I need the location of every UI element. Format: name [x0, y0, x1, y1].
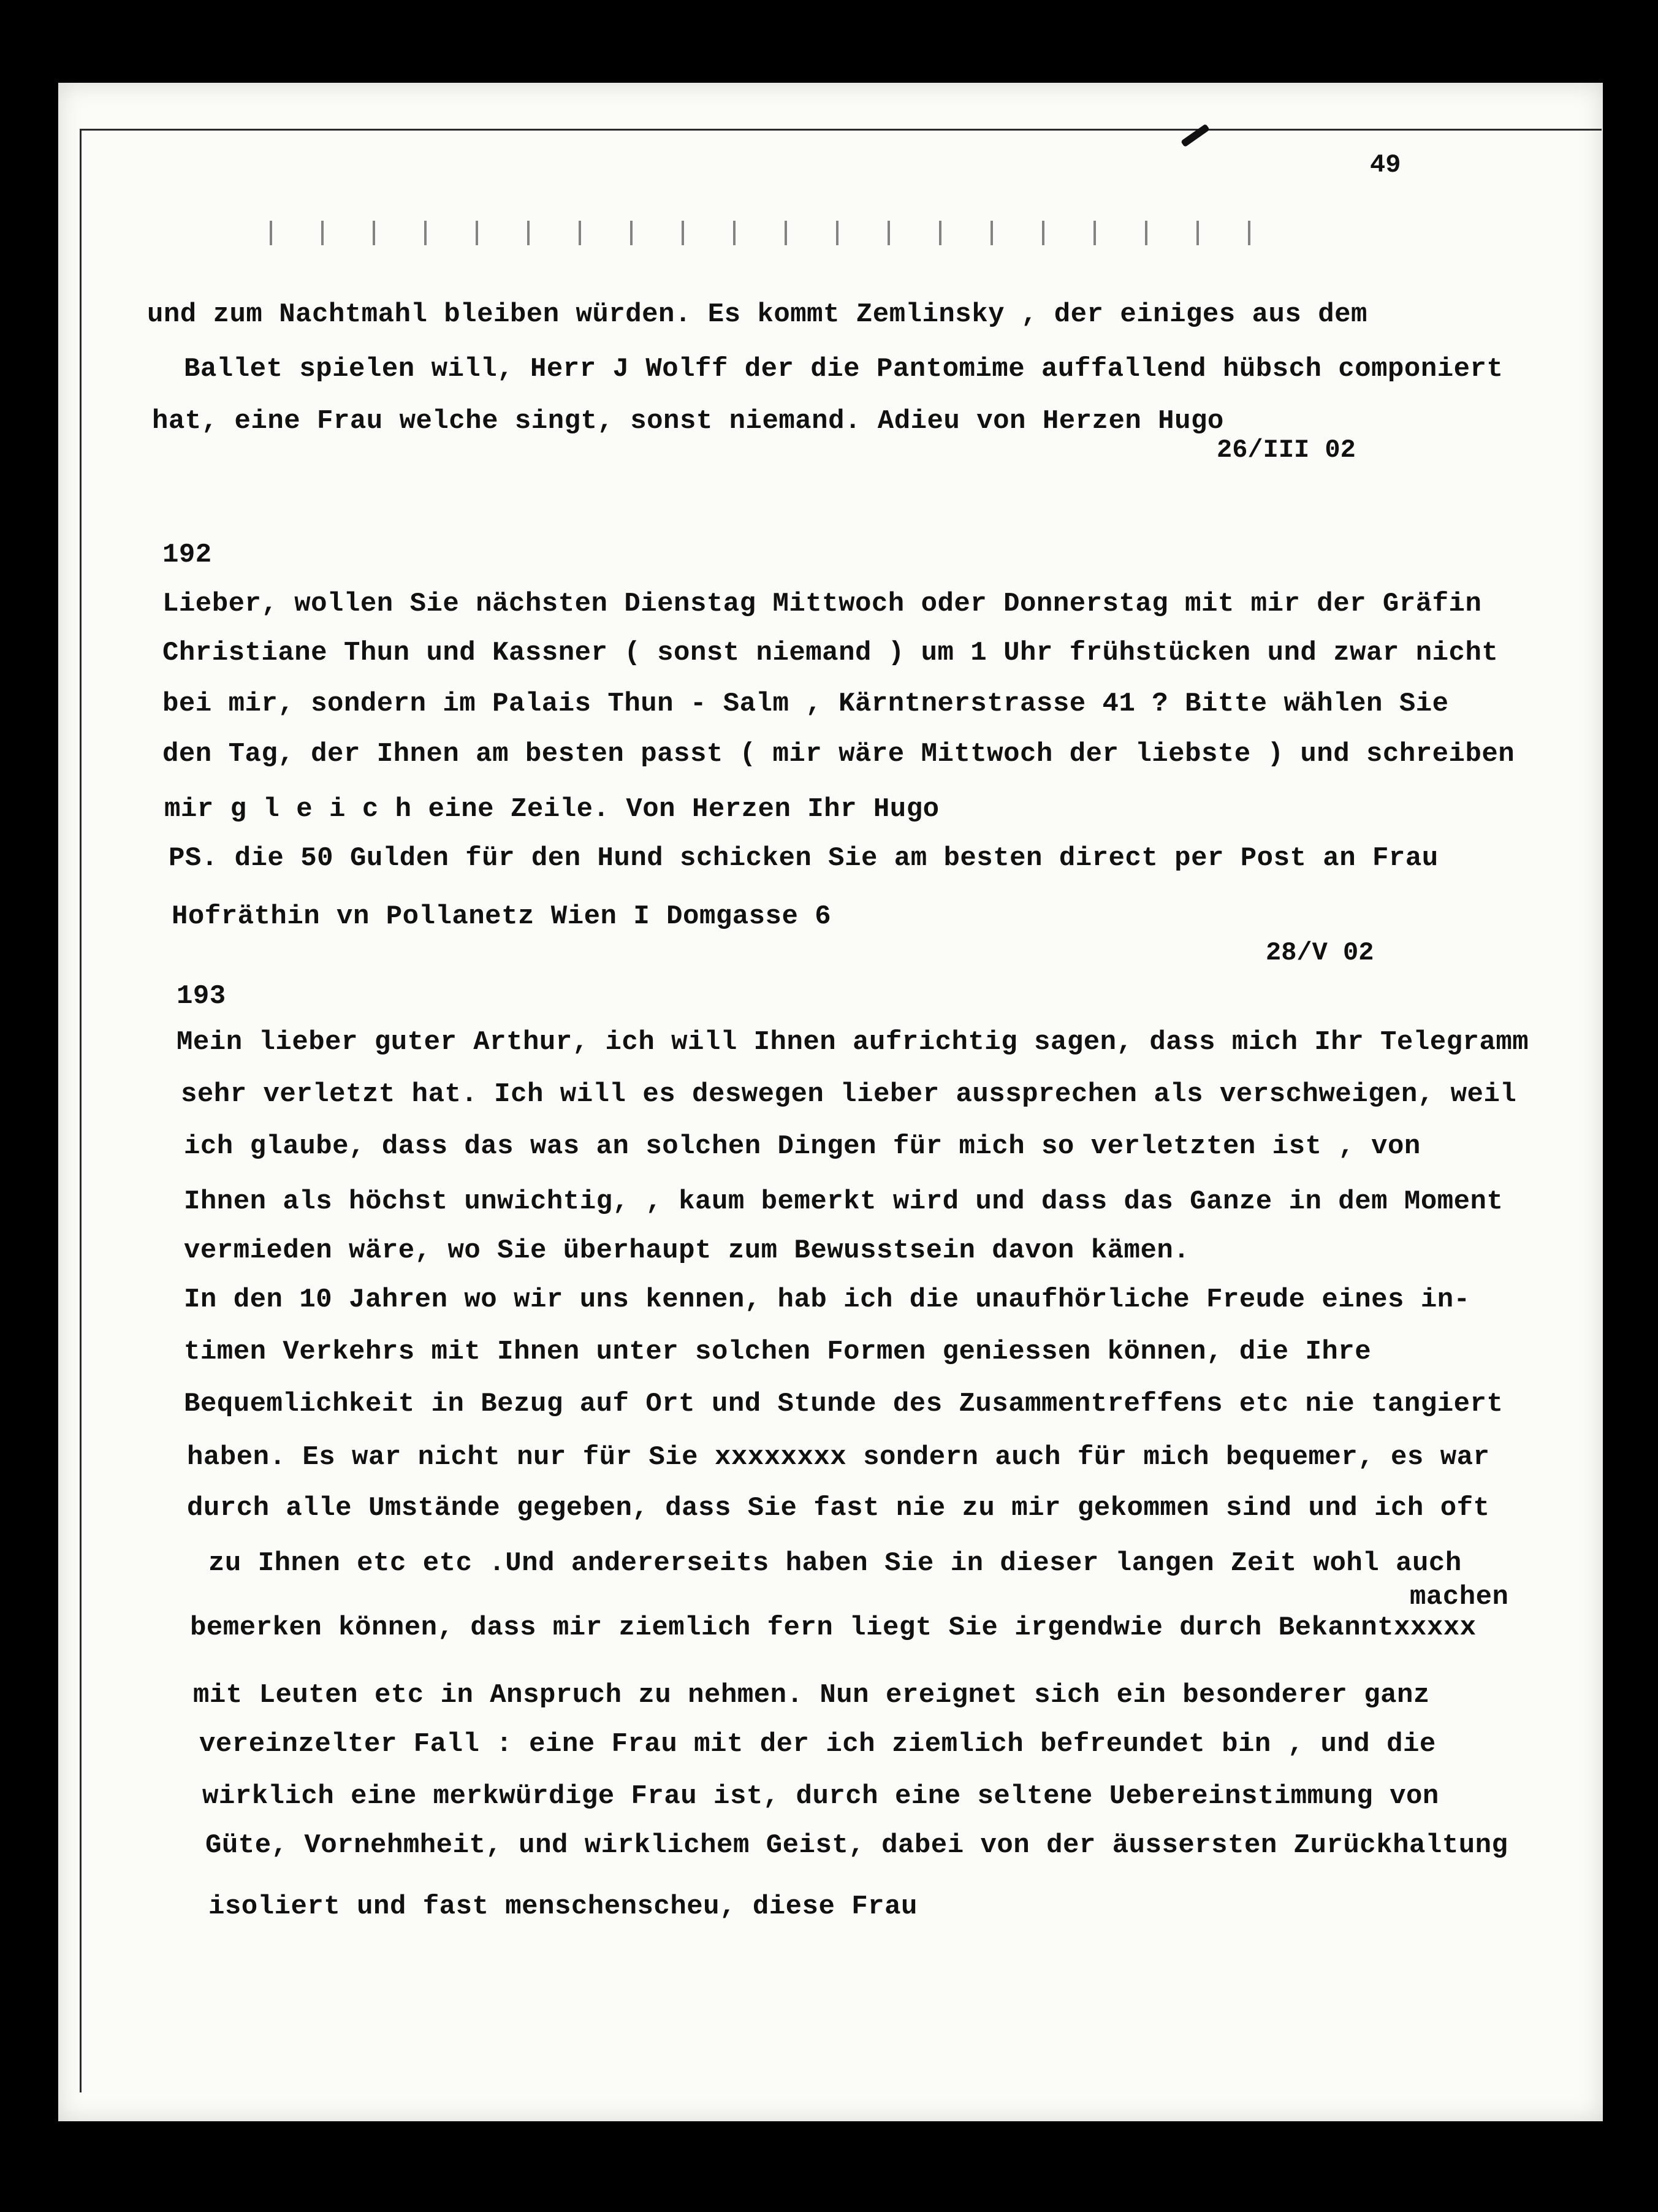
text-line: Mein lieber guter Arthur, ich will Ihnen aufrichtig sagen, dass mich Ihr Telegramm [177, 1027, 1529, 1058]
text-line: und zum Nachtmahl bleiben würden. Es kommt Zemlinsky , der einiges aus dem [147, 299, 1367, 330]
text-line: hat, eine Frau welche singt, sonst niemand. Adieu von Herzen Hugo [152, 406, 1224, 437]
letter-number: 193 [177, 981, 226, 1012]
letter-date: 26/III 02 [1217, 435, 1356, 465]
text-line: Christiane Thun und Kassner ( sonst niemand ) um 1 Uhr frühstücken und zwar nicht [162, 638, 1499, 668]
text-line: Ihnen als höchst unwichtig, , kaum bemerkt wird und dass das Ganze in dem Moment [184, 1186, 1504, 1217]
text-line: vermieden wäre, wo Sie überhaupt zum Bewusstsein davon kämen. [184, 1235, 1190, 1266]
text-line: mir g l e i c h eine Zeile. Von Herzen Ihr Hugo [164, 794, 940, 825]
text-line: vereinzelter Fall : eine Frau mit der ich ziemlich befreundet bin , und die [199, 1729, 1436, 1760]
text-line: wirklich eine merkwürdige Frau ist, durch eine seltene Uebereinstimmung von [202, 1781, 1439, 1812]
text-line: den Tag, der Ihnen am besten passt ( mir wäre Mittwoch der liebste ) und schreiben [162, 739, 1515, 769]
text-line: Ballet spielen will, Herr J Wolff der die Pantomime auffallend hübsch componiert [184, 354, 1504, 384]
letter-date: 28/V 02 [1266, 938, 1374, 967]
text-line: durch alle Umstände gegeben, dass Sie fast nie zu mir gekommen sind und ich oft [187, 1493, 1490, 1524]
text-line: Güte, Vornehmheit, und wirklichem Geist, dabei von der äussersten Zurückhaltung [205, 1830, 1508, 1861]
text-line: bei mir, sondern im Palais Thun - Salm , Kärntnerstrasse 41 ? Bitte wählen Sie [162, 688, 1449, 719]
text-line: In den 10 Jahren wo wir uns kennen, hab ich die unaufhörliche Freude eines in- [184, 1284, 1470, 1315]
text-line: bemerken können, dass mir ziemlich fern liegt Sie irgendwie durch Bekanntxxxxx [190, 1612, 1477, 1643]
text-line: Bequemlichkeit in Bezug auf Ort und Stunde des Zusammentreffens etc nie tangiert [184, 1389, 1504, 1419]
text-line: isoliert und fast menschenscheu, diese Frau [208, 1891, 918, 1922]
page-number: 49 [1370, 150, 1401, 180]
text-line: zu Ihnen etc etc .Und andererseits haben Sie in dieser langen Zeit wohl auch [208, 1548, 1462, 1579]
text-line: Lieber, wollen Sie nächsten Dienstag Mittwoch oder Donnerstag mit mir der Gräfin [162, 589, 1482, 619]
text-line: PS. die 50 Gulden für den Hund schicken Sie am besten direct per Post an Frau [169, 843, 1439, 874]
text-line: haben. Es war nicht nur für Sie xxxxxxxx sondern auch für mich bequemer, es war [187, 1442, 1490, 1473]
text-line: mit Leuten etc in Anspruch zu nehmen. Nun ereignet sich ein besonderer ganz [193, 1680, 1430, 1710]
letter-number: 192 [162, 540, 212, 570]
text-line: timen Verkehrs mit Ihnen unter solchen Formen geniessen können, die Ihre [184, 1337, 1372, 1367]
text-line: sehr verletzt hat. Ich will es deswegen lieber aussprechen als verschweigen, weil [181, 1079, 1517, 1110]
text-line: ich glaube, dass das was an solchen Dingen für mich so verletzten ist , von [184, 1131, 1421, 1162]
text-line: Hofräthin vn Pollanetz Wien I Domgasse 6 [172, 901, 832, 932]
interlinear-correction: machen [1410, 1582, 1509, 1612]
